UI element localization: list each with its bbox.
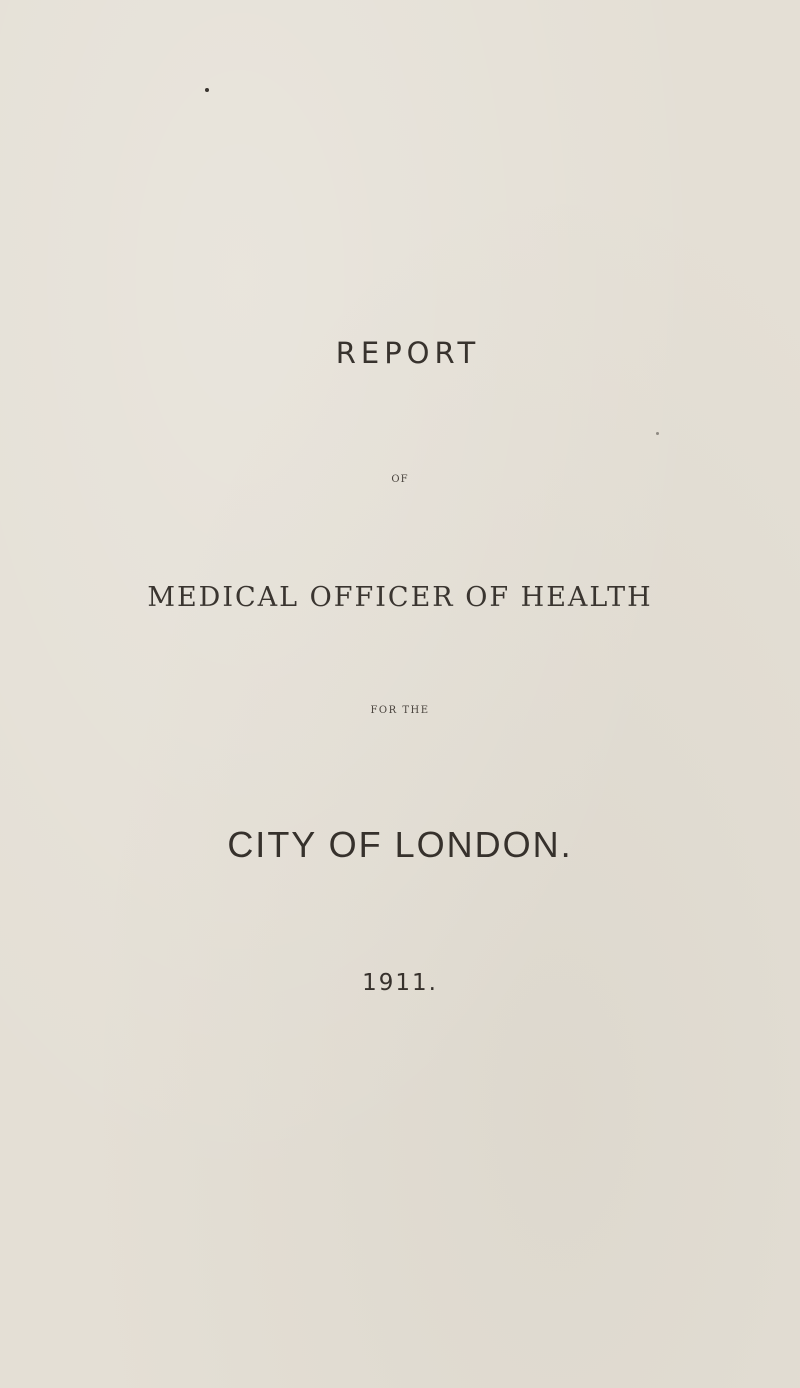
for-the-connector: FOR THE: [370, 705, 430, 716]
office-title: MEDICAL OFFICER OF HEALTH: [147, 582, 653, 613]
ink-speck: [656, 432, 659, 435]
report-heading: REPORT: [335, 336, 481, 370]
of-connector: OF: [391, 474, 409, 485]
ink-speck: [205, 88, 209, 92]
place-title: CITY OF LONDON.: [227, 824, 573, 865]
report-year: 1911.: [362, 970, 438, 996]
